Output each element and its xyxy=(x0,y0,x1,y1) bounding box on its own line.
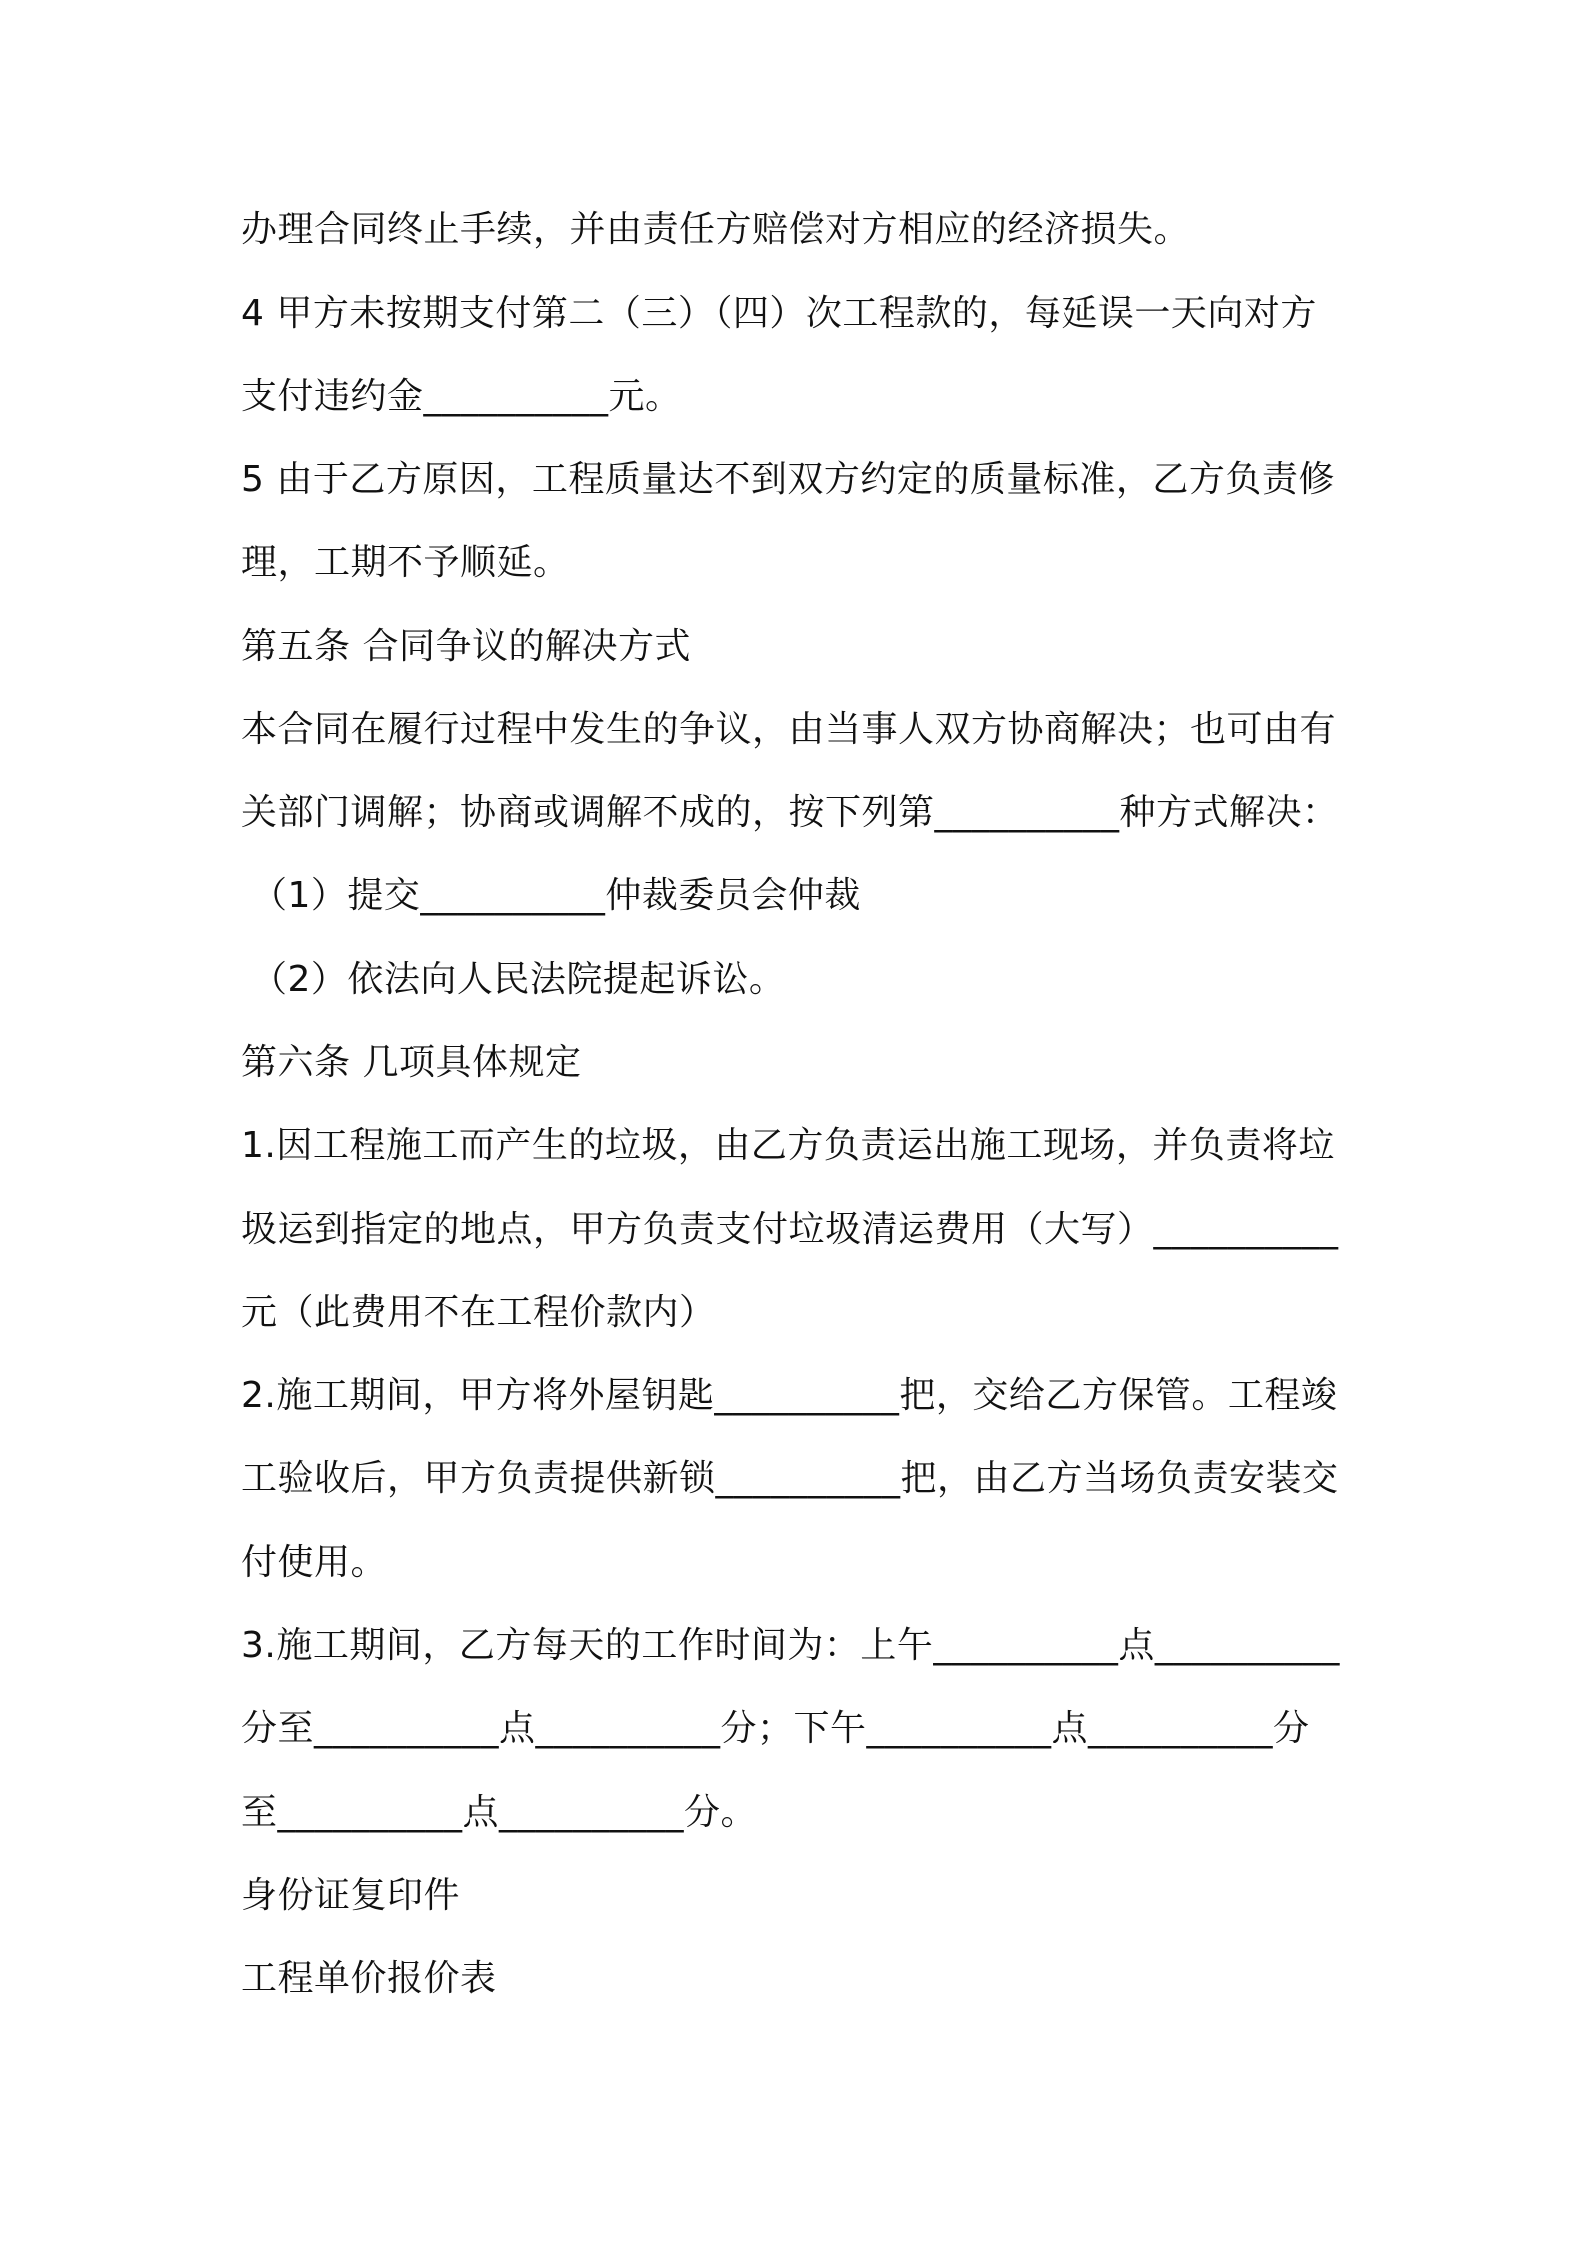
contract-text-line: 圾运到指定的地点，甲方负责支付垃圾清运费用（大写）__________ xyxy=(241,1209,1339,1250)
section-heading-6: 第六条 几项具体规定 xyxy=(241,1042,582,1083)
contract-text-line: 3.施工期间，乙方每天的工作时间为：上午__________点__________ xyxy=(241,1625,1340,1666)
option-2: （2）依法向人民法院提起诉讼。 xyxy=(251,959,786,1000)
contract-text-line: 5 由于乙方原因，工程质量达不到双方约定的质量标准，乙方负责修 xyxy=(241,459,1335,500)
contract-text-line: 理，工期不予顺延。 xyxy=(241,542,570,583)
contract-text-line: 支付违约金__________元。 xyxy=(241,376,682,417)
contract-text-line: 4 甲方未按期支付第二（三）（四）次工程款的，每延误一天向对方 xyxy=(241,293,1317,334)
contract-text-line: 关部门调解；协商或调解不成的，按下列第__________种方式解决： xyxy=(241,792,1339,833)
contract-text-line: 2.施工期间，甲方将外屋钥匙__________把，交给乙方保管。工程竣 xyxy=(241,1375,1338,1416)
attachment-id-copy: 身份证复印件 xyxy=(241,1875,461,1916)
option-1: （1）提交__________仲裁委员会仲裁 xyxy=(251,875,861,916)
section-heading-5: 第五条 合同争议的解决方式 xyxy=(241,626,691,667)
contract-text-line: 分至__________点__________分；下午__________点__________分 xyxy=(241,1708,1310,1749)
contract-text-line: 至__________点__________分。 xyxy=(241,1792,758,1833)
contract-text-line: 付使用。 xyxy=(241,1542,388,1583)
contract-text-line: 办理合同终止手续，并由责任方赔偿对方相应的经济损失。 xyxy=(241,209,1191,250)
contract-text-line: 工验收后，甲方负责提供新锁__________把，由乙方当场负责安装交 xyxy=(241,1458,1339,1499)
contract-text-line: 1.因工程施工而产生的垃圾，由乙方负责运出施工现场，并负责将垃 xyxy=(241,1125,1335,1166)
contract-text-line: 元（此费用不在工程价款内） xyxy=(241,1292,716,1333)
attachment-price-table: 工程单价报价表 xyxy=(241,1958,497,1999)
contract-text-line: 本合同在履行过程中发生的争议，由当事人双方协商解决；也可由有 xyxy=(241,709,1337,750)
